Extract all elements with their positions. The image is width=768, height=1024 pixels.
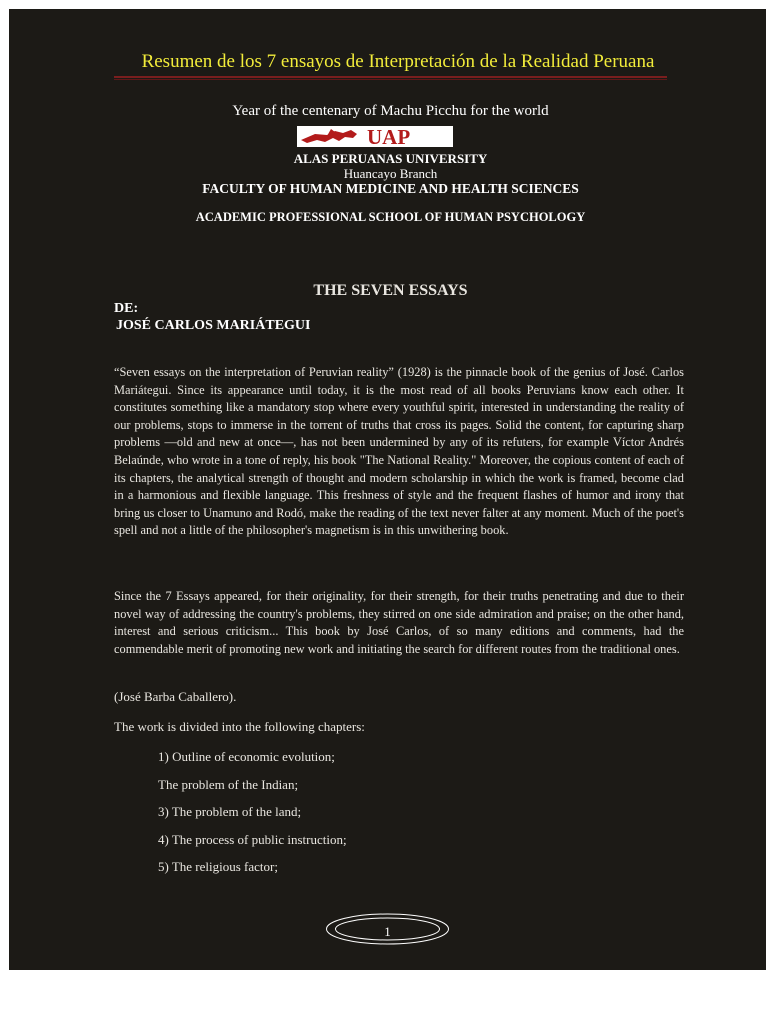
chapters-intro: The work is divided into the following chapters: [114,719,365,734]
faculty-name: FACULTY OF HUMAN MEDICINE AND HEALTH SCIENCES [202,181,579,196]
paragraph-intro: “Seven essays on the interpretation of Peruvian reality” (1928) is the pinnacle book of the genius of José. Carlos Mariátegui. Since its appearance until today, it is the most read of all books Peruvians know each other. It constitutes something like a mandatory stop where every youthful spirit, interested in understanding the reality of our problems, stops to immerse in the torrent of truths that cross its pages. Solid the content, for capturing sharp problems —old and new at once—, has not been undermined by any of its refuters, for example Víctor Andrés Belaúnde, who wrote in a tone of reply, his book "The National Reality." Moreover, the copious content of each of its chapters, the analytical strength of thought and modern scholarship in which the work is framed, become clad in a harmonious and flexible language. This freshness of style and the frequent flashes of humor and irony that bring us closer to Unamuno and Rodó, make the reading of the text never falter at any moment. Much of the poet's spell and not a little of the philosopher's magnetism is in this unwithering book. [114,365,684,538]
chapter-item: 5) The religious factor; [158,859,278,874]
uap-logo-text: UAP [367,126,411,147]
school-name: ACADEMIC PROFESSIONAL SCHOOL OF HUMAN PSYCHOLOGY [195,210,586,224]
branch-name: Huancayo Branch [343,166,438,181]
uap-logo [297,126,453,147]
chapter-item: 3) The problem of the land; [158,804,302,819]
page-number: 1 [384,924,391,939]
uap-logo-graphic [297,126,453,147]
year-line: Year of the centenary of Machu Picchu for the world [232,103,549,119]
paragraph-reception: Since the 7 Essays appeared, for their originality, for their strength, for their truths penetrating and due to their novel way of addressing the country's problems, they stirred on one side admiration and praise; on the other hand, interest and serious criticism... This book by José Carlos, of so many editions and comments, had the commendable merit of promoting new work and initiating the search for different routes from the traditional ones. [114,589,684,656]
chapter-item: The problem of the Indian; [158,777,299,792]
title-divider [114,76,667,78]
title-divider-shadow [114,79,667,80]
de-label: DE: [114,301,139,316]
document-title: Resumen de los 7 ensayos de Interpretación de la Realidad Peruana [141,51,655,72]
document-page [9,9,766,970]
chapter-item: 1) Outline of economic evolution; [158,749,335,764]
citation: (José Barba Caballero). [114,689,237,704]
author-name: JOSÉ CARLOS MARIÁTEGUI [116,318,311,333]
university-name: ALAS PERUANAS UNIVERSITY [293,151,488,166]
chapter-item: 4) The process of public instruction; [158,832,347,847]
section-heading: THE SEVEN ESSAYS [313,282,468,299]
